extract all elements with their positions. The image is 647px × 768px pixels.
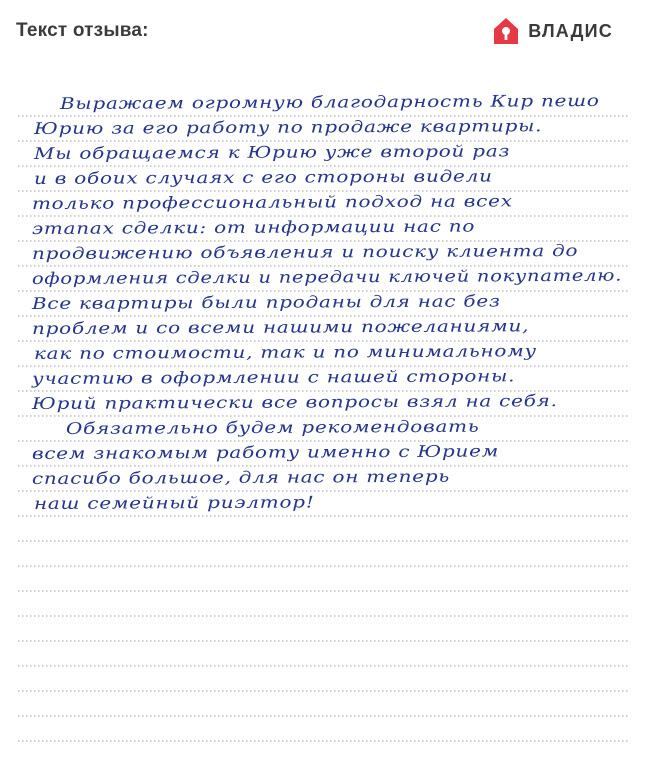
review-line: участию в оформлении с нашей стороны. (31, 366, 516, 388)
review-line: Юрию за его работу по продаже квартиры. (33, 116, 543, 138)
review-line: наш семейный риэлтор! (33, 492, 315, 513)
review-line: Юрий практически все вопросы взял на себя. (31, 391, 558, 413)
page-title: Текст отзыва: (16, 20, 149, 41)
review-line: всем знакомым работу именно с Юрием (31, 441, 500, 463)
review-line: только профессиональный подход на всех (31, 191, 513, 213)
review-line: этапах сделки: от информации нас по (31, 216, 476, 238)
review-line: спасибо большое, для нас он теперь (31, 466, 451, 488)
review-line: Все квартиры были проданы для нас без (31, 291, 501, 313)
review-line: Мы обращаемся к Юрию уже второй раз (33, 141, 511, 163)
review-line: проблем и со всеми нашими пожеланиями, (31, 316, 530, 338)
review-line: Обязательно будем рекомендовать (65, 416, 480, 438)
review-line: как по стоимости, так и по минимальному (33, 341, 537, 363)
review-line: и в обоих случаях с его стороны видели (33, 166, 493, 188)
brand-name: ВЛАДИС (528, 20, 613, 41)
review-line: Выражаем огромную благодарность Кир пешо (59, 90, 600, 113)
review-line: продвижению объявления и поиску клиента до (31, 240, 579, 263)
review-line: оформления сделки и передачи ключей покупателю. (31, 265, 623, 288)
